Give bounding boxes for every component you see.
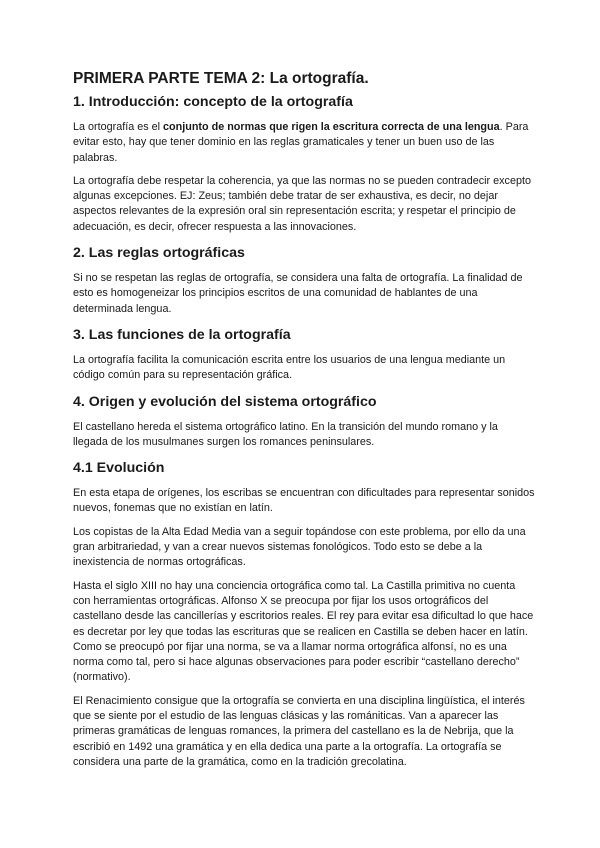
- heading-origen: 4. Origen y evolución del sistema ortográfico: [73, 393, 377, 410]
- paragraph-definicion: [73, 120, 535, 166]
- heading-evolucion: 4.1 Evolución: [73, 460, 165, 477]
- paragraph-copistas: Los copistas de la Alta Edad Media van a seguir topándose con este problema, por ello da una gran arbitrariedad, y van a crear nuevos sistemas fonológicos. Todo esto se debe a la inexistencia de normas ortográficas.: [73, 525, 526, 569]
- definicion-bold-text: conjunto de normas que rigen la escritura correcta de una lengua: [163, 121, 500, 133]
- heading-reglas: 2. Las reglas ortográficas: [73, 245, 245, 262]
- document-body: [73, 69, 535, 778]
- paragraph-definicion-start: La ortografía es el: [73, 121, 164, 133]
- document-title: PRIMERA PARTE TEMA 2: La ortografía.: [73, 70, 369, 87]
- heading-introduccion: 1. Introducción: concepto de la ortografía: [73, 94, 353, 110]
- paragraph-reglas: Si no se respetan las reglas de ortografía, se considera una falta de ortografía. La finalidad de esto es homogeneizar los principios escritos de una comunidad de hablantes de una determinada lengua.: [73, 272, 523, 315]
- heading-funciones: 3. Las funciones de la ortografía: [73, 326, 291, 343]
- paragraph-funciones: La ortografía facilita la comunicación escrita entre los usuarios de una lengua mediante un código común para su representación gráfica.: [73, 353, 506, 382]
- paragraph-renacimiento: El Renacimiento consigue que la ortografía se convierta en una disciplina lingüística, el interés que se siente por el estudio de las lenguas clásicas y las romániticas. Van a aparecer las primeras gramáticas de lenguas romances, la primera del castellano es la de Nebrija, que la escribió en 1492 una gramática y en ella dedica una parte a la ortografía. La ortografía se considera una parte de la gramática, como en la tradición grecolatina.: [73, 694, 525, 768]
- paragraph-origenes: En esta etapa de orígenes, los escribas se encuentran con dificultades para representar sonidos nuevos, fonemas que no existían en latín.: [73, 487, 535, 515]
- paragraph-origen: El castellano hereda el sistema ortográfico latino. En la transición del mundo romano y la llegada de los musulmanes surgen los romances peninsulares.: [73, 420, 498, 448]
- paragraph-definicion-end: . Para evitar esto, hay que tener dominio en las reglas gramaticales y tener un buen uso de las palabras.: [73, 121, 529, 164]
- paragraph-siglo-xiii: Hasta el siglo XIII no hay una conciencia ortográfica como tal. La Castilla primitiva no cuenta con herramientas ortográficas. Alfonso X se preocupa por fijar los usos ortográficos del castellano desde las cancillerías y escritorios reales. El rey para evitar esa dificultad lo que hace es decretar por ley que todas las escrituras que se realicen en Castilla se deben hacer en latín. Como se preocupó por fijar una norma, se va a llamar norma ortográfica alfonsí, no es una norma como tal, pero si hace algunas observaciones para poder escribir “castellano derecho” (normativo).: [73, 579, 534, 684]
- paragraph-coherencia: La ortografía debe respetar la coherencia, ya que las normas no se pueden contradecir excepto algunas excepciones. EJ: Zeus; también debe tratar de ser exhaustiva, es decir, no dejar aspectos relevantes de la expresión oral sin representación escrita; y respetar el principio de adecuación, es decir, ofrecer respuesta a las innovaciones.: [73, 174, 531, 233]
